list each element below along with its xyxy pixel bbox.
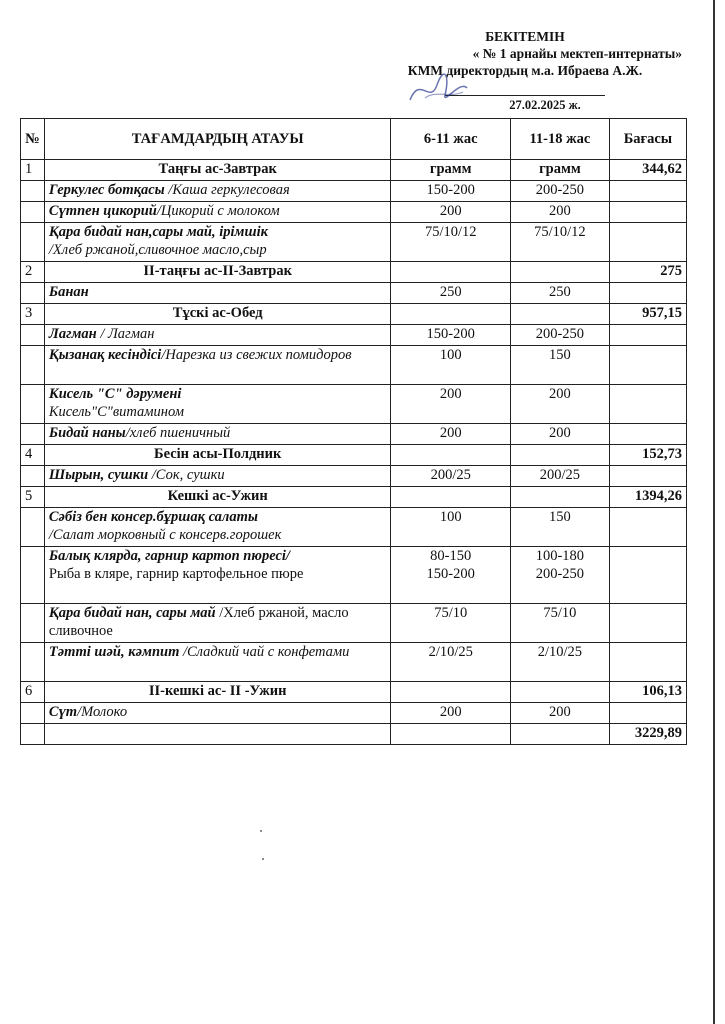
table-row bbox=[21, 202, 687, 223]
portion-11-18: 200-250 bbox=[510, 325, 609, 346]
header-age-6-11: 6-11 жас bbox=[391, 119, 511, 160]
section-title: Тұскі ас-Обед bbox=[44, 304, 391, 325]
dish-name-kz: Лагман bbox=[48, 326, 97, 342]
section-unit-b bbox=[510, 682, 609, 703]
table-row bbox=[21, 424, 687, 445]
dish-name-kz: Сүт bbox=[48, 704, 78, 720]
dish-name bbox=[44, 508, 391, 547]
dish-name-ru: /Нарезка из свежих помидоров bbox=[161, 347, 352, 363]
section-unit-b bbox=[510, 262, 609, 283]
section-row bbox=[21, 682, 687, 703]
dish-name-ru: / Лагман bbox=[96, 326, 155, 342]
table-row bbox=[21, 385, 687, 424]
section-unit-b bbox=[510, 445, 609, 466]
section-title: Кешкі ас-Ужин bbox=[44, 487, 391, 508]
portion-11-18 bbox=[510, 547, 609, 604]
table-header-row bbox=[21, 119, 687, 160]
portion-11-18: 200 bbox=[510, 703, 609, 724]
table-row bbox=[21, 547, 687, 604]
dish-name bbox=[44, 604, 391, 643]
portion-6-11: 200 bbox=[391, 424, 511, 445]
portion-6-11: 75/10/12 bbox=[391, 223, 511, 262]
approval-director: КММ директордың м.а. Ибраева А.Ж. bbox=[407, 63, 643, 78]
header-number: № bbox=[21, 119, 45, 160]
portion-6-11: 75/10 bbox=[391, 604, 511, 643]
portion-11-18: 200 bbox=[510, 424, 609, 445]
section-number: 3 bbox=[21, 304, 45, 325]
dish-name-kz: Қара бидай нан,сары май, ірімшік bbox=[48, 224, 268, 240]
portion-11-18-a: 100-180 bbox=[535, 548, 585, 564]
dish-name-ru: /Хлеб ржаной,сливочное масло,сыр bbox=[48, 242, 267, 258]
table-row bbox=[21, 181, 687, 202]
table-row bbox=[21, 223, 687, 262]
section-number: 6 bbox=[21, 682, 45, 703]
header-dish-name: ТАҒАМДАРДЫҢ АТАУЫ bbox=[44, 119, 391, 160]
section-title: Таңғы ас-Завтрак bbox=[44, 160, 391, 181]
dish-name-kz: Геркулес ботқасы bbox=[48, 182, 169, 198]
dish-name bbox=[44, 325, 391, 346]
dish-name bbox=[44, 202, 391, 223]
section-price: 1394,26 bbox=[609, 487, 686, 508]
section-row bbox=[21, 445, 687, 466]
dish-name-kz: Тәтті шәй, кәмпит bbox=[48, 644, 183, 660]
dish-name-ru: /Цикорий с молоком bbox=[156, 203, 280, 219]
portion-6-11: 100 bbox=[391, 346, 511, 385]
approval-title: БЕКІТЕМІН bbox=[485, 29, 565, 44]
dish-name-kz: Бидай наны bbox=[48, 425, 126, 441]
section-row bbox=[21, 160, 687, 181]
dish-name-kz: Қызанақ кесіндісі bbox=[48, 347, 162, 363]
section-price: 275 bbox=[609, 262, 686, 283]
section-row bbox=[21, 487, 687, 508]
section-unit-a bbox=[391, 445, 511, 466]
total-price: 3229,89 bbox=[609, 724, 686, 745]
approval-school: « № 1 арнайы мектеп-интернаты» bbox=[472, 46, 682, 61]
portion-11-18: 150 bbox=[510, 346, 609, 385]
portion-11-18-b: 200-250 bbox=[535, 566, 585, 582]
dish-name-ru: /Молоко bbox=[77, 704, 128, 720]
section-number: 4 bbox=[21, 445, 45, 466]
dish-name-kz: Сүтпен цикорий bbox=[48, 203, 157, 219]
approval-date: 27.02.2025 ж. bbox=[509, 98, 581, 112]
section-unit-a bbox=[391, 262, 511, 283]
section-unit-a: грамм bbox=[391, 160, 511, 181]
table-row bbox=[21, 283, 687, 304]
table-row bbox=[21, 346, 687, 385]
dish-name bbox=[44, 643, 391, 682]
portion-11-18: 200 bbox=[510, 202, 609, 223]
portion-6-11: 250 bbox=[391, 283, 511, 304]
portion-11-18: 200 bbox=[510, 385, 609, 424]
portion-11-18: 2/10/25 bbox=[510, 643, 609, 682]
header-age-11-18: 11-18 жас bbox=[510, 119, 609, 160]
section-unit-a bbox=[391, 682, 511, 703]
dish-name bbox=[44, 385, 391, 424]
section-number: 2 bbox=[21, 262, 45, 283]
portion-6-11: 200 bbox=[391, 202, 511, 223]
table-row bbox=[21, 325, 687, 346]
section-title: ІІ-кешкі ас- ІІ -Ужин bbox=[44, 682, 391, 703]
dish-name bbox=[44, 223, 391, 262]
section-price: 957,15 bbox=[609, 304, 686, 325]
portion-6-11: 150-200 bbox=[391, 181, 511, 202]
dish-name-ru: /хлеб пшеничный bbox=[125, 425, 231, 441]
portion-11-18: 250 bbox=[510, 283, 609, 304]
portion-6-11-a: 80-150 bbox=[430, 548, 472, 564]
section-unit-b: грамм bbox=[510, 160, 609, 181]
menu-table bbox=[20, 118, 687, 745]
total-row bbox=[21, 724, 687, 745]
section-price: 344,62 bbox=[609, 160, 686, 181]
section-price: 106,13 bbox=[609, 682, 686, 703]
section-row bbox=[21, 304, 687, 325]
dish-name-kz: Балық клярда, гарнир картоп пюресі/ bbox=[48, 548, 290, 564]
dish-name-ru: /Салат морковный с консерв.горошек bbox=[48, 527, 282, 543]
table-row bbox=[21, 466, 687, 487]
dish-name-ru: /Каша геркулесовая bbox=[168, 182, 290, 198]
portion-6-11 bbox=[391, 547, 511, 604]
section-unit-a bbox=[391, 304, 511, 325]
section-title: ІІ-таңғы ас-ІІ-Завтрак bbox=[44, 262, 391, 283]
portion-6-11: 200 bbox=[391, 385, 511, 424]
portion-6-11: 100 bbox=[391, 508, 511, 547]
section-unit-a bbox=[391, 487, 511, 508]
portion-6-11: 200/25 bbox=[391, 466, 511, 487]
dish-name bbox=[44, 703, 391, 724]
portion-11-18: 200-250 bbox=[510, 181, 609, 202]
dish-name-kz: Сәбіз бен консер.бұршақ салаты bbox=[48, 509, 258, 525]
dish-name bbox=[44, 424, 391, 445]
table-row bbox=[21, 643, 687, 682]
dish-name-ru: /Хлеб ржаной, масло сливочное bbox=[48, 605, 349, 639]
dish-name-ru: /Сладкий чай с конфетами bbox=[182, 644, 350, 660]
portion-11-18: 200/25 bbox=[510, 466, 609, 487]
portion-6-11: 2/10/25 bbox=[391, 643, 511, 682]
portion-11-18: 150 bbox=[510, 508, 609, 547]
section-price: 152,73 bbox=[609, 445, 686, 466]
dish-name-kz: Банан bbox=[48, 284, 89, 300]
section-row bbox=[21, 262, 687, 283]
portion-6-11: 150-200 bbox=[391, 325, 511, 346]
dish-name bbox=[44, 346, 391, 385]
portion-11-18: 75/10 bbox=[510, 604, 609, 643]
table-row bbox=[21, 703, 687, 724]
table-row bbox=[21, 508, 687, 547]
dish-name bbox=[44, 181, 391, 202]
portion-6-11-b: 150-200 bbox=[426, 566, 475, 582]
section-title: Бесін асы-Полдник bbox=[44, 445, 391, 466]
portion-6-11: 200 bbox=[391, 703, 511, 724]
dish-name bbox=[44, 547, 391, 604]
dish-name-ru: Кисель"С"витамином bbox=[48, 404, 184, 420]
scan-speck bbox=[260, 830, 262, 832]
dish-name bbox=[44, 283, 391, 304]
scan-edge-line bbox=[713, 0, 715, 1024]
section-number: 5 bbox=[21, 487, 45, 508]
dish-name-ru: /Сок, сушки bbox=[151, 467, 225, 483]
dish-name-kz: Қара бидай нан, сары май bbox=[48, 605, 220, 621]
portion-11-18: 75/10/12 bbox=[510, 223, 609, 262]
section-number: 1 bbox=[21, 160, 45, 181]
signature-scribble bbox=[405, 70, 475, 110]
dish-name-kz: Шырын, сушки bbox=[48, 467, 152, 483]
dish-name-kz: Кисель "С" дәрумені bbox=[48, 386, 182, 402]
dish-name-ru: Рыба в кляре, гарнир картофельное пюре bbox=[48, 566, 304, 582]
scan-speck bbox=[262, 858, 264, 860]
header-price: Бағасы bbox=[609, 119, 686, 160]
section-unit-b bbox=[510, 487, 609, 508]
table-row bbox=[21, 604, 687, 643]
section-unit-b bbox=[510, 304, 609, 325]
dish-name bbox=[44, 466, 391, 487]
